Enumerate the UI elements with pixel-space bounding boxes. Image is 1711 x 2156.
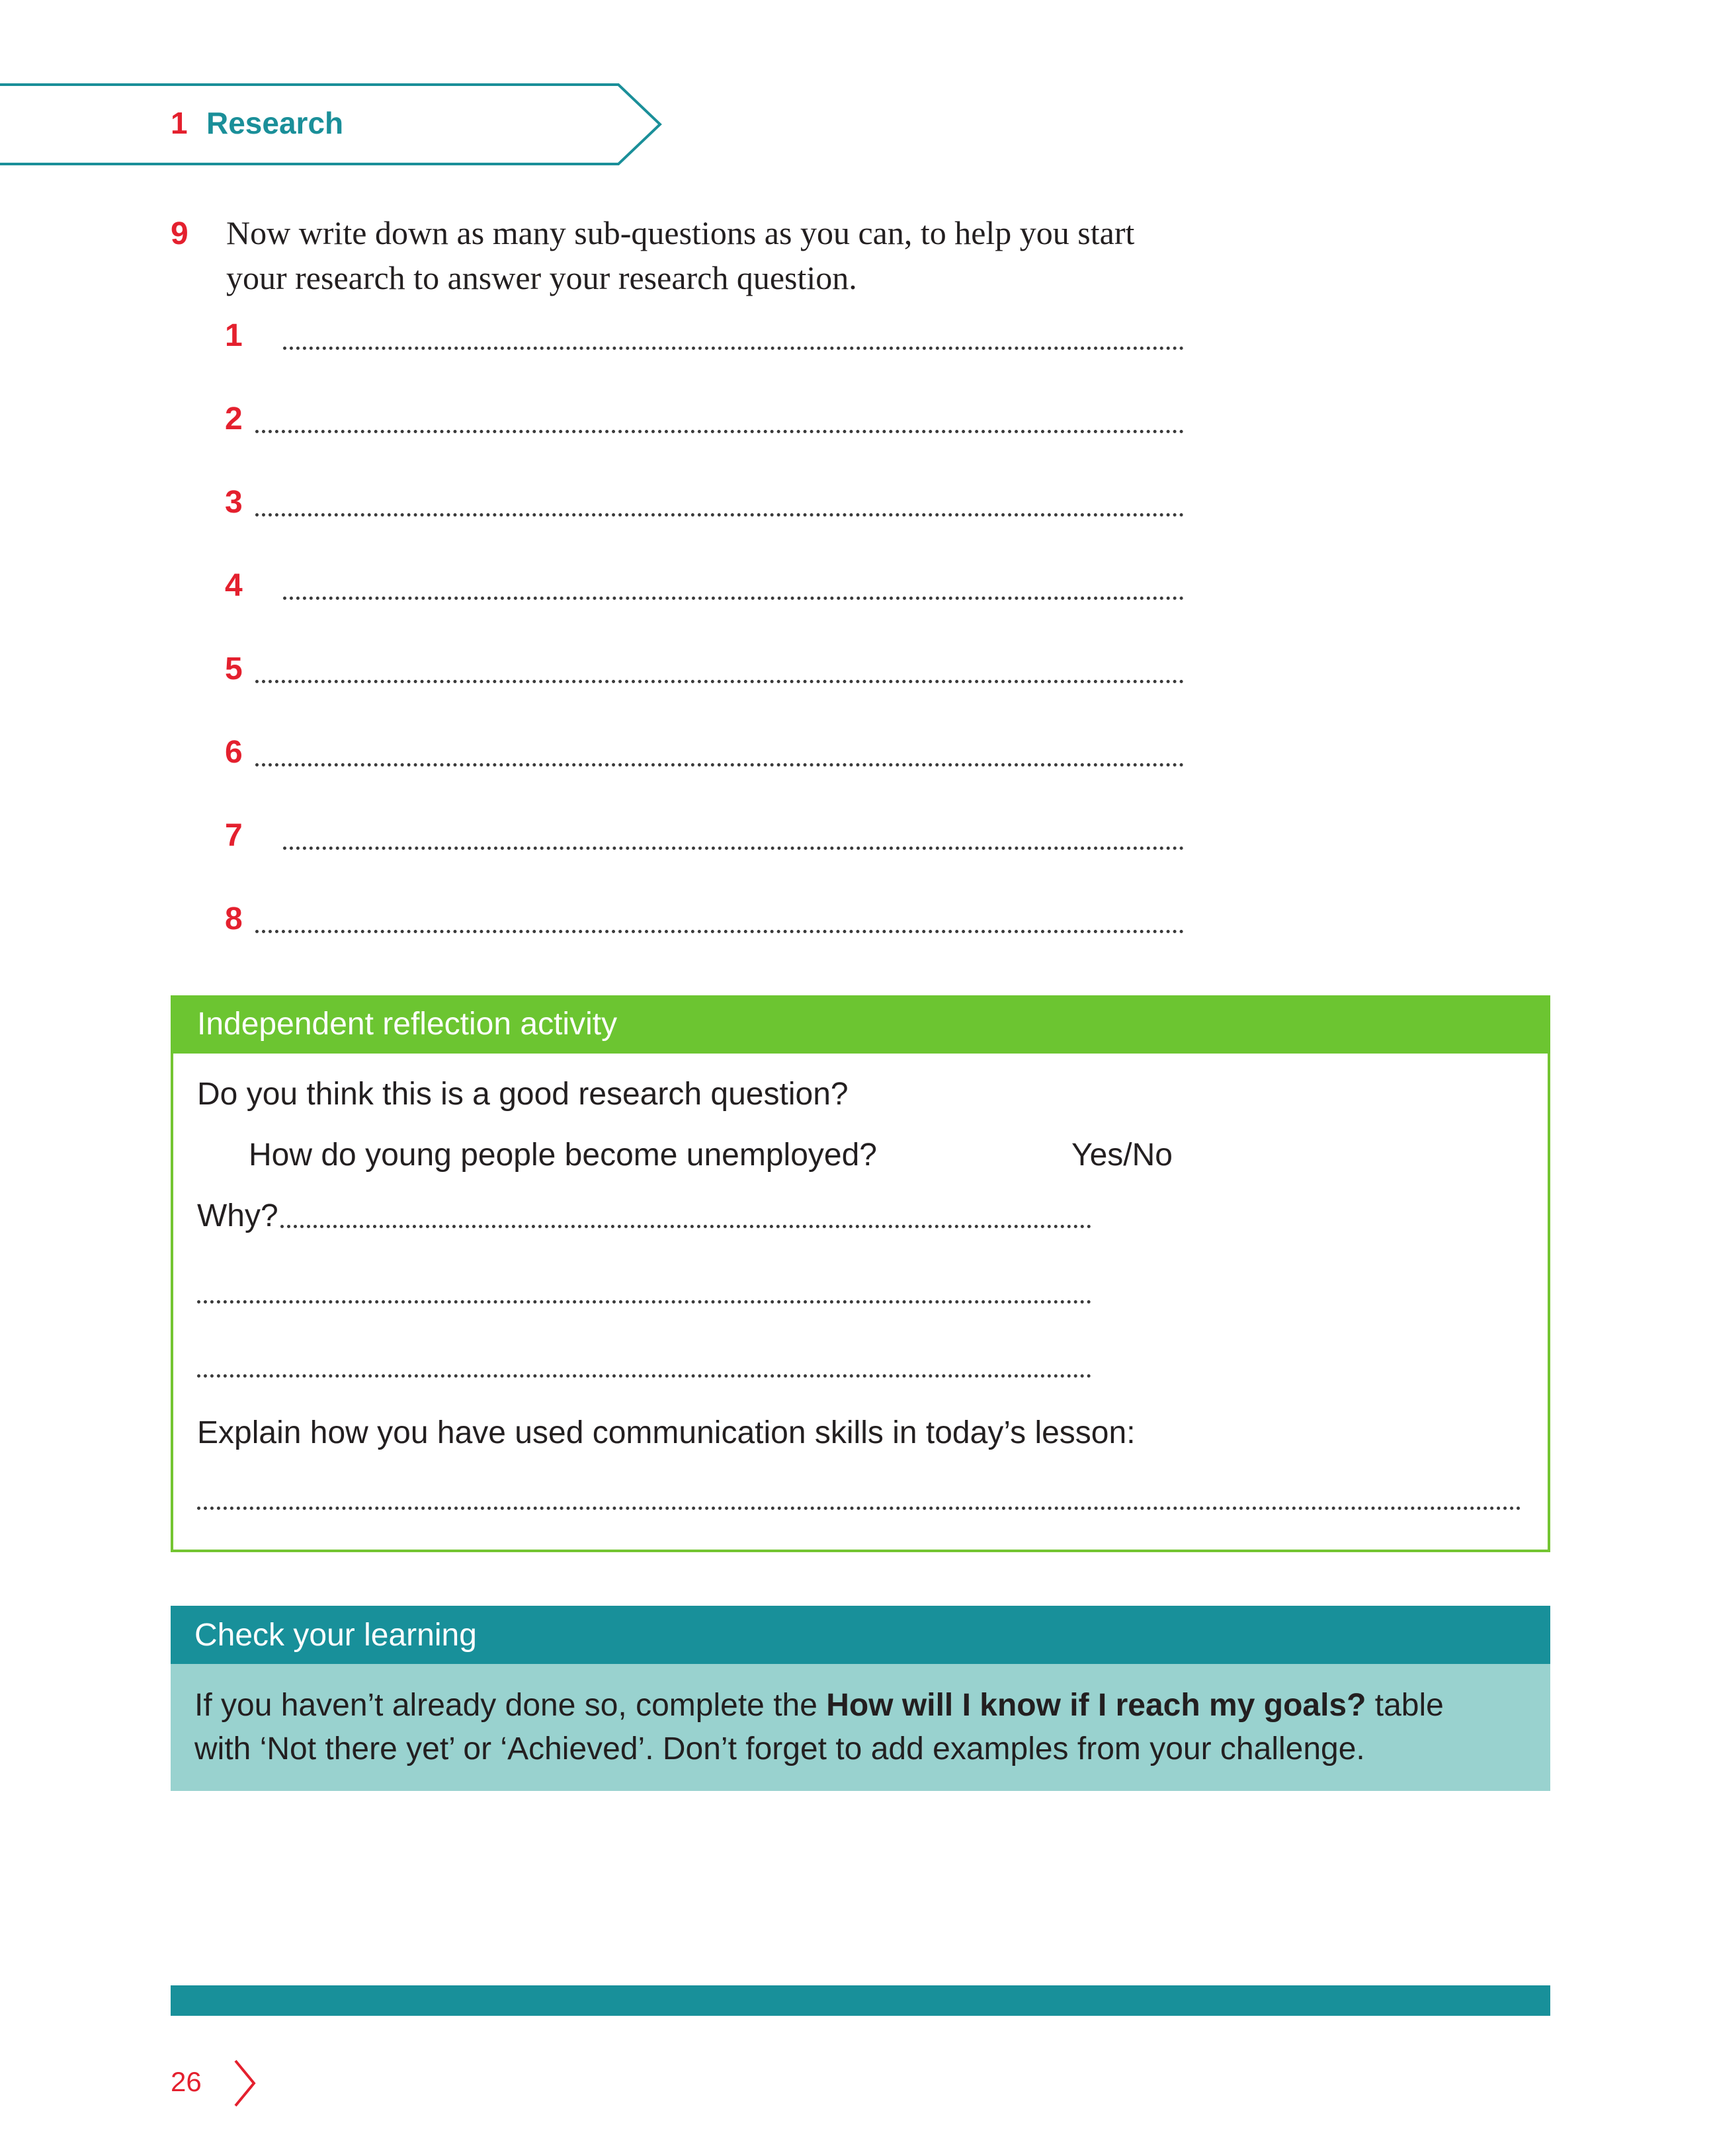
answer-dotted-line[interactable] [283, 347, 1184, 350]
check-learning-text [194, 1684, 1530, 1771]
check-text-before: If you haven’t already done so, complete the [194, 1688, 827, 1723]
question-line-1: Now write down as many sub-questions as you can, to help you start [226, 214, 1135, 251]
reflection-prompt: Do you think this is a good research question? [197, 1077, 849, 1112]
chapter-number: 1 [171, 106, 188, 140]
answer-dotted-line[interactable] [283, 597, 1184, 600]
question-text [226, 210, 1218, 300]
goals-table-reference: How will I know if I reach my goals? [826, 1688, 1366, 1723]
answer-row-8[interactable] [225, 899, 1184, 946]
answer-number: 7 [225, 818, 243, 853]
question-line-2: your research to answer your research question. [226, 259, 857, 296]
page-number: 26 [171, 2066, 202, 2097]
chapter-title: Research [206, 106, 344, 140]
check-learning-line-1 [194, 1684, 1530, 1727]
answer-number: 8 [225, 901, 243, 936]
answer-number: 6 [225, 735, 243, 770]
explain-prompt: Explain how you have used communication skills in today’s lesson: [197, 1415, 1136, 1450]
answer-number: 5 [225, 651, 243, 686]
answer-row-7[interactable] [225, 816, 1184, 862]
check-learning-title: Check your learning [194, 1618, 477, 1653]
answer-row-4[interactable] [225, 566, 1184, 612]
answer-row-5[interactable] [225, 649, 1184, 696]
answer-number: 2 [225, 401, 243, 436]
question-number: 9 [171, 216, 188, 251]
chevron-right-icon[interactable] [231, 2058, 258, 2112]
answer-row-1[interactable] [225, 316, 1184, 362]
answer-dotted-line[interactable] [255, 930, 1184, 933]
answer-dotted-line[interactable] [255, 430, 1184, 433]
answer-dotted-line[interactable] [255, 513, 1184, 517]
why-answer-line-1[interactable] [280, 1225, 1091, 1228]
answer-dotted-line[interactable] [283, 847, 1184, 850]
reflection-title: Independent reflection activity [197, 1007, 618, 1042]
answer-dotted-line[interactable] [255, 763, 1184, 767]
footer-bar [171, 1985, 1550, 2016]
answer-row-6[interactable] [225, 733, 1184, 779]
check-text-after: table [1366, 1688, 1444, 1723]
check-learning-line-2: with ‘Not there yet’ or ‘Achieved’. Don’t forget to add examples from your challenge. [194, 1731, 1365, 1766]
answer-number: 3 [225, 485, 243, 520]
answer-row-3[interactable] [225, 483, 1184, 529]
answer-number: 1 [225, 318, 243, 353]
why-answer-line-3[interactable] [197, 1374, 1091, 1378]
answer-dotted-line[interactable] [255, 680, 1184, 683]
why-label: Why? [197, 1198, 278, 1233]
example-research-question: How do young people become unemployed? [249, 1138, 877, 1173]
answer-row-2[interactable] [225, 399, 1184, 446]
why-answer-line-2[interactable] [197, 1300, 1091, 1304]
answer-number: 4 [225, 568, 243, 603]
yes-no-choice[interactable]: Yes/No [1071, 1138, 1173, 1173]
explain-answer-line[interactable] [197, 1507, 1521, 1510]
